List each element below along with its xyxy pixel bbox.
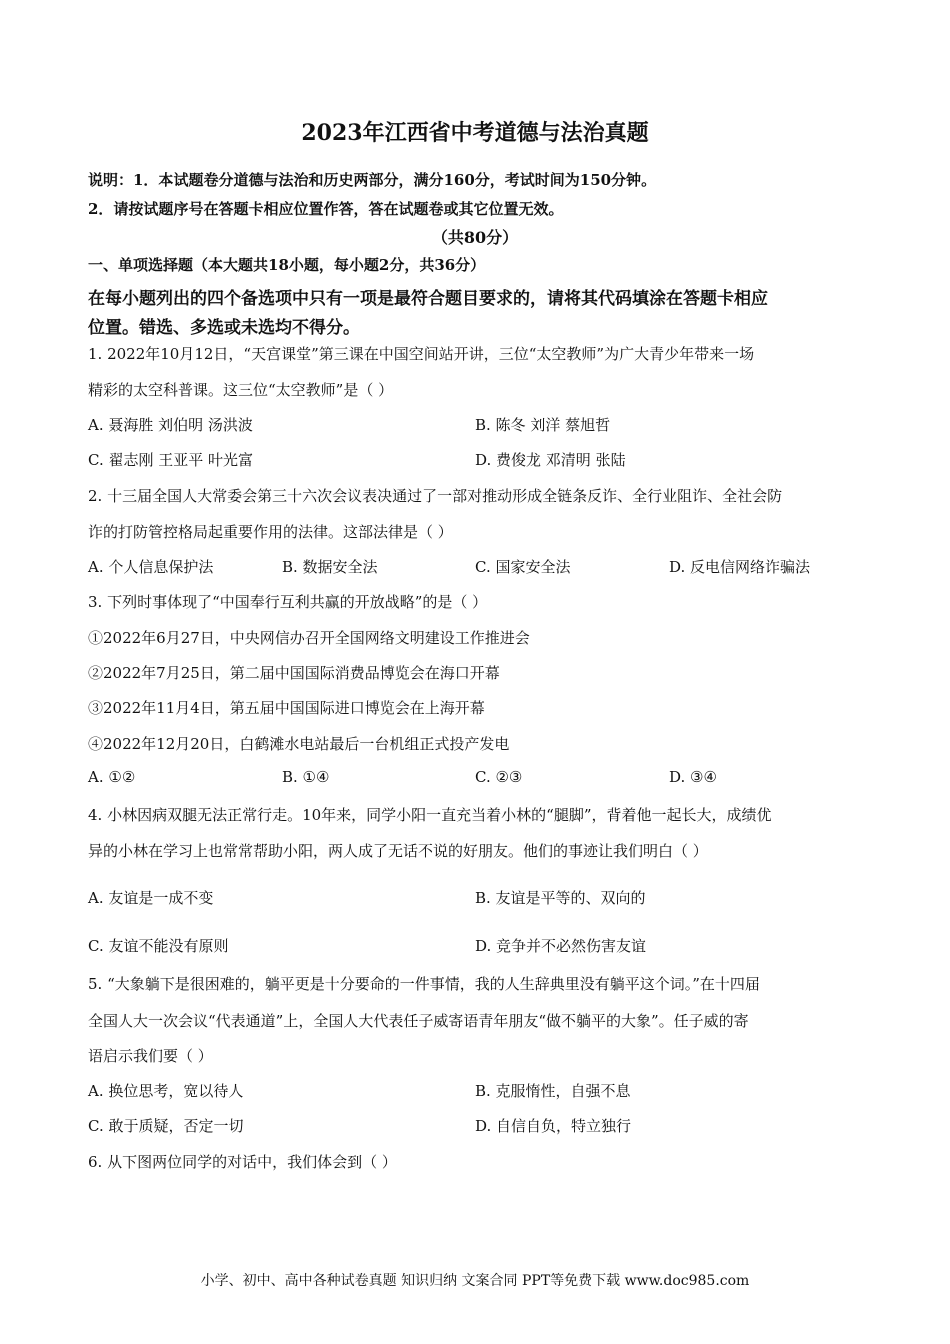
page-footer: 小学、初中、高中各种试卷真题 知识归纳 文案合同 PPT等免费下载 www.doc985.com [200, 1273, 750, 1289]
question-1-line-2: 精彩的太空科普课。这三位“太空教师”是（ ） [88, 381, 394, 399]
q3-option-b: B. ①④ [282, 768, 330, 786]
question-1-line-1: 1. 2022年10月12日，“天宫课堂”第三课在中国空间站开讲，三位“太空教师”为广大青少年带来一场 [88, 345, 755, 363]
question-5-line-3: 语启示我们要（ ） [88, 1047, 213, 1065]
question-6-line-1: 6. 从下图两位同学的对话中，我们体会到（ ） [88, 1153, 397, 1171]
question-5-line-1: 5. “大象躺下是很困难的，躺平更是十分要命的一件事情，我的人生辞典里没有躺平这个词。”在十四届 [88, 975, 760, 993]
q1-option-d: D. 费俊龙 邓清明 张陆 [475, 451, 626, 469]
q1-option-b: B. 陈冬 刘洋 蔡旭哲 [475, 416, 611, 434]
question-4-line-1: 4. 小林因病双腿无法正常行走。10年来，同学小阳一直充当着小林的“腿脚”，背着他一起长大，成绩优 [88, 806, 772, 824]
q4-option-c: C. 友谊不能没有原则 [88, 937, 229, 955]
q4-option-b: B. 友谊是平等的、双向的 [475, 889, 646, 907]
q2-option-d: D. 反电信网络诈骗法 [669, 558, 811, 576]
instruction-line-1: 说明：1．本试题卷分道德与法治和历史两部分，满分160分，考试时间为150分钟。 [88, 171, 657, 189]
q1-option-c: C. 翟志刚 王亚平 叶光富 [88, 451, 254, 469]
question-3-item-2: ②2022年7月25日，第二届中国国际消费品博览会在海口开幕 [88, 664, 500, 682]
section-note-line-1: 在每小题列出的四个备选项中只有一项是最符合题目要求的，请将其代码填涂在答题卡相应 [88, 289, 768, 309]
q5-option-b: B. 克服惰性，自强不息 [475, 1082, 631, 1100]
q4-option-a: A. 友谊是一成不变 [88, 889, 214, 907]
question-3-item-1: ①2022年6月27日，中央网信办召开全国网络文明建设工作推进会 [88, 629, 530, 647]
q1-option-a: A. 聂海胜 刘伯明 汤洪波 [88, 416, 253, 434]
question-4-line-2: 异的小林在学习上也常常帮助小阳，两人成了无话不说的好朋友。他们的事迹让我们明白（ ） [88, 842, 708, 860]
instruction-line-2: 2．请按试题序号在答题卡相应位置作答，答在试题卷或其它位置无效。 [88, 200, 564, 218]
section-note-line-2: 位置。错选、多选或未选均不得分。 [88, 318, 360, 338]
question-3-item-4: ④2022年12月20日，白鹤滩水电站最后一台机组正式投产发电 [88, 735, 510, 753]
q4-option-d: D. 竞争并不必然伤害友谊 [475, 937, 647, 955]
q5-option-a: A. 换位思考，宽以待人 [88, 1082, 244, 1100]
question-5-line-2: 全国人大一次会议“代表通道”上，全国人大代表任子威寄语青年朋友“做不躺平的大象”。任子威的寄 [88, 1012, 749, 1030]
exam-title: 2023年江西省中考道德与法治真题 [301, 120, 649, 146]
section-title: 一、单项选择题（本大题共18小题，每小题2分，共36分） [88, 256, 486, 274]
q3-option-c: C. ②③ [475, 768, 523, 786]
part-score: （共80分） [431, 228, 519, 247]
question-2-line-2: 诈的打防管控格局起重要作用的法律。这部法律是（ ） [88, 523, 453, 541]
question-3-line-1: 3. 下列时事体现了“中国奉行互利共赢的开放战略”的是（ ） [88, 593, 488, 611]
q2-option-a: A. 个人信息保护法 [88, 558, 214, 576]
q3-option-d: D. ③④ [669, 768, 717, 786]
question-2-line-1: 2. 十三届全国人大常委会第三十六次会议表决通过了一部对推动形成全链条反诈、全行业阻诈、全社会防 [88, 487, 783, 505]
question-3-item-3: ③2022年11月4日，第五届中国国际进口博览会在上海开幕 [88, 699, 485, 717]
q5-option-c: C. 敢于质疑，否定一切 [88, 1117, 244, 1135]
q3-option-a: A. ①② [88, 768, 136, 786]
q2-option-b: B. 数据安全法 [282, 558, 378, 576]
q5-option-d: D. 自信自负，特立独行 [475, 1117, 632, 1135]
q2-option-c: C. 国家安全法 [475, 558, 571, 576]
